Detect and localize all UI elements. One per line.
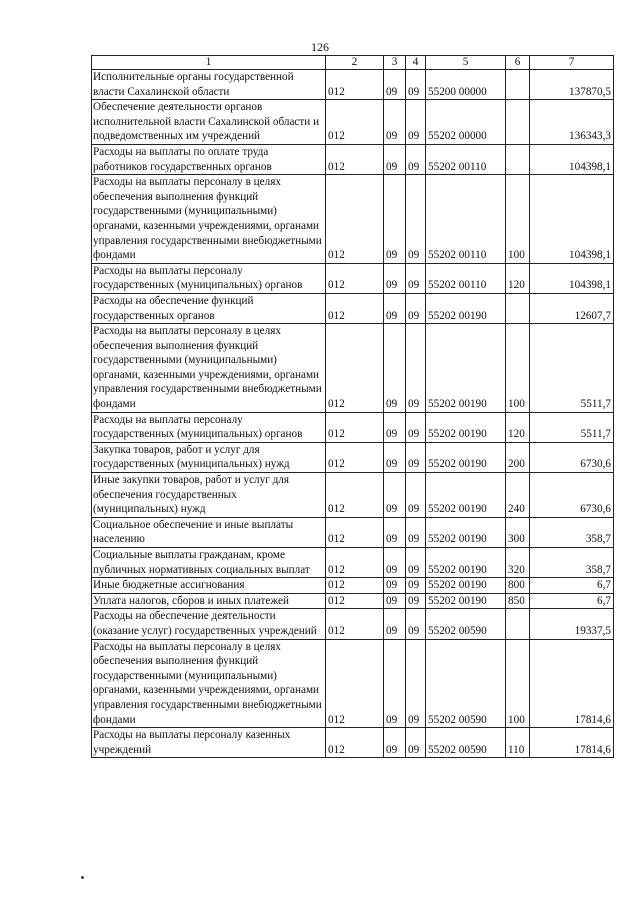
table-row (92, 100, 614, 145)
subsection-code: 09 (406, 517, 426, 547)
section-code: 09 (384, 100, 406, 145)
section-code: 09 (384, 263, 406, 293)
table-row (92, 442, 614, 472)
ministry-code: 012 (326, 609, 384, 639)
amount: 104398,1 (530, 175, 614, 264)
target-article-code: 55202 00110 (426, 144, 506, 174)
table-body (92, 70, 614, 758)
amount: 358,7 (530, 517, 614, 547)
section-code: 09 (384, 609, 406, 639)
row-name: Расходы на выплаты персоналу в целях обеспечения выполнения функций государственными (муниципальными) органами, казенными учреждениями, органами управления государственными внебюджетными фондами (92, 175, 326, 264)
amount: 104398,1 (530, 144, 614, 174)
row-name: Расходы на выплаты персоналу в целях обеспечения выполнения функций государственными (муниципальными) органами, казенными учреждениями, органами управления государственными внебюджетными фондами (92, 324, 326, 413)
target-article-code: 55200 00000 (426, 70, 506, 100)
expense-type-code: 300 (506, 517, 530, 547)
target-article-code: 55202 00590 (426, 728, 506, 758)
section-code: 09 (384, 442, 406, 472)
ministry-code: 012 (326, 100, 384, 145)
expense-type-code: 120 (506, 263, 530, 293)
column-header-4: 4 (406, 56, 426, 70)
expense-type-code: 110 (506, 728, 530, 758)
row-name: Социальные выплаты гражданам, кроме публичных нормативных социальных выплат (92, 548, 326, 578)
target-article-code: 55202 00590 (426, 639, 506, 728)
row-name: Иные закупки товаров, работ и услуг для обеспечения государственных (муниципальных) нужд (92, 473, 326, 518)
row-name: Расходы на обеспечение деятельности (оказание услуг) государственных учреждений (92, 609, 326, 639)
ministry-code: 012 (326, 639, 384, 728)
table-row (92, 593, 614, 609)
amount: 6730,6 (530, 442, 614, 472)
section-code: 09 (384, 639, 406, 728)
expense-type-code: 100 (506, 175, 530, 264)
target-article-code: 55202 00190 (426, 324, 506, 413)
amount: 5511,7 (530, 412, 614, 442)
subsection-code: 09 (406, 100, 426, 145)
expense-type-code (506, 609, 530, 639)
target-article-code: 55202 00110 (426, 263, 506, 293)
expense-type-code: 120 (506, 412, 530, 442)
expense-type-code: 800 (506, 578, 530, 594)
amount: 5511,7 (530, 324, 614, 413)
row-name: Расходы на выплаты персоналу государственных (муниципальных) органов (92, 263, 326, 293)
row-name: Расходы на выплаты персоналу в целях обеспечения выполнения функций государственными (муниципальными) органами, казенными учреждениями, органами управления государственными внебюджетными фондами (92, 639, 326, 728)
table-row (92, 144, 614, 174)
row-name: Расходы на выплаты персоналу государственных (муниципальных) органов (92, 412, 326, 442)
amount: 6,7 (530, 593, 614, 609)
amount: 358,7 (530, 548, 614, 578)
row-name: Иные бюджетные ассигнования (92, 578, 326, 594)
subsection-code: 09 (406, 175, 426, 264)
ministry-code: 012 (326, 144, 384, 174)
table-row (92, 70, 614, 100)
expense-type-code: 200 (506, 442, 530, 472)
ministry-code: 012 (326, 263, 384, 293)
amount: 17814,6 (530, 639, 614, 728)
expense-type-code (506, 144, 530, 174)
expense-type-code: 100 (506, 324, 530, 413)
subsection-code: 09 (406, 293, 426, 323)
target-article-code: 55202 00190 (426, 517, 506, 547)
section-code: 09 (384, 412, 406, 442)
subsection-code: 09 (406, 324, 426, 413)
subsection-code: 09 (406, 473, 426, 518)
ministry-code: 012 (326, 517, 384, 547)
subsection-code: 09 (406, 70, 426, 100)
section-code: 09 (384, 70, 406, 100)
section-code: 09 (384, 324, 406, 413)
table-row (92, 175, 614, 264)
subsection-code: 09 (406, 412, 426, 442)
amount: 12607,7 (530, 293, 614, 323)
ministry-code: 012 (326, 728, 384, 758)
target-article-code: 55202 00190 (426, 442, 506, 472)
column-header-7: 7 (530, 56, 614, 70)
section-code: 09 (384, 517, 406, 547)
row-name: Исполнительные органы государственной власти Сахалинской области (92, 70, 326, 100)
amount: 6,7 (530, 578, 614, 594)
section-code: 09 (384, 293, 406, 323)
section-code: 09 (384, 593, 406, 609)
subsection-code: 09 (406, 442, 426, 472)
ministry-code: 012 (326, 578, 384, 594)
target-article-code: 55202 00590 (426, 609, 506, 639)
amount: 137870,5 (530, 70, 614, 100)
row-name: Закупка товаров, работ и услуг для государственных (муниципальных) нужд (92, 442, 326, 472)
target-article-code: 55202 00190 (426, 473, 506, 518)
table-row (92, 548, 614, 578)
section-code: 09 (384, 578, 406, 594)
table-row (92, 609, 614, 639)
ministry-code: 012 (326, 293, 384, 323)
table-row (92, 263, 614, 293)
table-row (92, 412, 614, 442)
page-number: 126 (311, 40, 329, 54)
ministry-code: 012 (326, 175, 384, 264)
expense-type-code (506, 70, 530, 100)
ministry-code: 012 (326, 324, 384, 413)
ministry-code: 012 (326, 473, 384, 518)
table-row (92, 578, 614, 594)
table-row (92, 473, 614, 518)
target-article-code: 55202 00190 (426, 593, 506, 609)
subsection-code: 09 (406, 593, 426, 609)
section-code: 09 (384, 728, 406, 758)
subsection-code: 09 (406, 728, 426, 758)
ministry-code: 012 (326, 70, 384, 100)
ministry-code: 012 (326, 548, 384, 578)
section-code: 09 (384, 473, 406, 518)
expense-type-code: 100 (506, 639, 530, 728)
subsection-code: 09 (406, 578, 426, 594)
target-article-code: 55202 00190 (426, 412, 506, 442)
section-code: 09 (384, 548, 406, 578)
amount: 6730,6 (530, 473, 614, 518)
row-name: Расходы на выплаты персоналу казенных учреждений (92, 728, 326, 758)
amount: 104398,1 (530, 263, 614, 293)
expense-type-code: 240 (506, 473, 530, 518)
subsection-code: 09 (406, 609, 426, 639)
amount: 19337,5 (530, 609, 614, 639)
target-article-code: 55202 00190 (426, 578, 506, 594)
subsection-code: 09 (406, 639, 426, 728)
target-article-code: 55202 00000 (426, 100, 506, 145)
header-row (92, 56, 614, 70)
table-row (92, 728, 614, 758)
ministry-code: 012 (326, 442, 384, 472)
row-name: Расходы на обеспечение функций государственных органов (92, 293, 326, 323)
ministry-code: 012 (326, 412, 384, 442)
section-code: 09 (384, 175, 406, 264)
column-header-3: 3 (384, 56, 406, 70)
target-article-code: 55202 00190 (426, 548, 506, 578)
ministry-code: 012 (326, 593, 384, 609)
target-article-code: 55202 00110 (426, 175, 506, 264)
budget-table (91, 55, 614, 758)
row-name: Социальное обеспечение и иные выплаты населению (92, 517, 326, 547)
column-header-5: 5 (426, 56, 506, 70)
subsection-code: 09 (406, 263, 426, 293)
table-row (92, 293, 614, 323)
table-row (92, 517, 614, 547)
amount: 17814,6 (530, 728, 614, 758)
column-header-2: 2 (326, 56, 384, 70)
subsection-code: 09 (406, 548, 426, 578)
expense-type-code (506, 293, 530, 323)
scan-speck (81, 876, 84, 879)
section-code: 09 (384, 144, 406, 174)
row-name: Уплата налогов, сборов и иных платежей (92, 593, 326, 609)
column-header-6: 6 (506, 56, 530, 70)
row-name: Расходы на выплаты по оплате труда работников государственных органов (92, 144, 326, 174)
column-header-1: 1 (92, 56, 326, 70)
subsection-code: 09 (406, 144, 426, 174)
target-article-code: 55202 00190 (426, 293, 506, 323)
row-name: Обеспечение деятельности органов исполнительной власти Сахалинской области и подведомственных им учреждений (92, 100, 326, 145)
expense-type-code (506, 100, 530, 145)
table-row (92, 639, 614, 728)
expense-type-code: 320 (506, 548, 530, 578)
expense-type-code: 850 (506, 593, 530, 609)
table-row (92, 324, 614, 413)
table-header (92, 56, 614, 70)
amount: 136343,3 (530, 100, 614, 145)
